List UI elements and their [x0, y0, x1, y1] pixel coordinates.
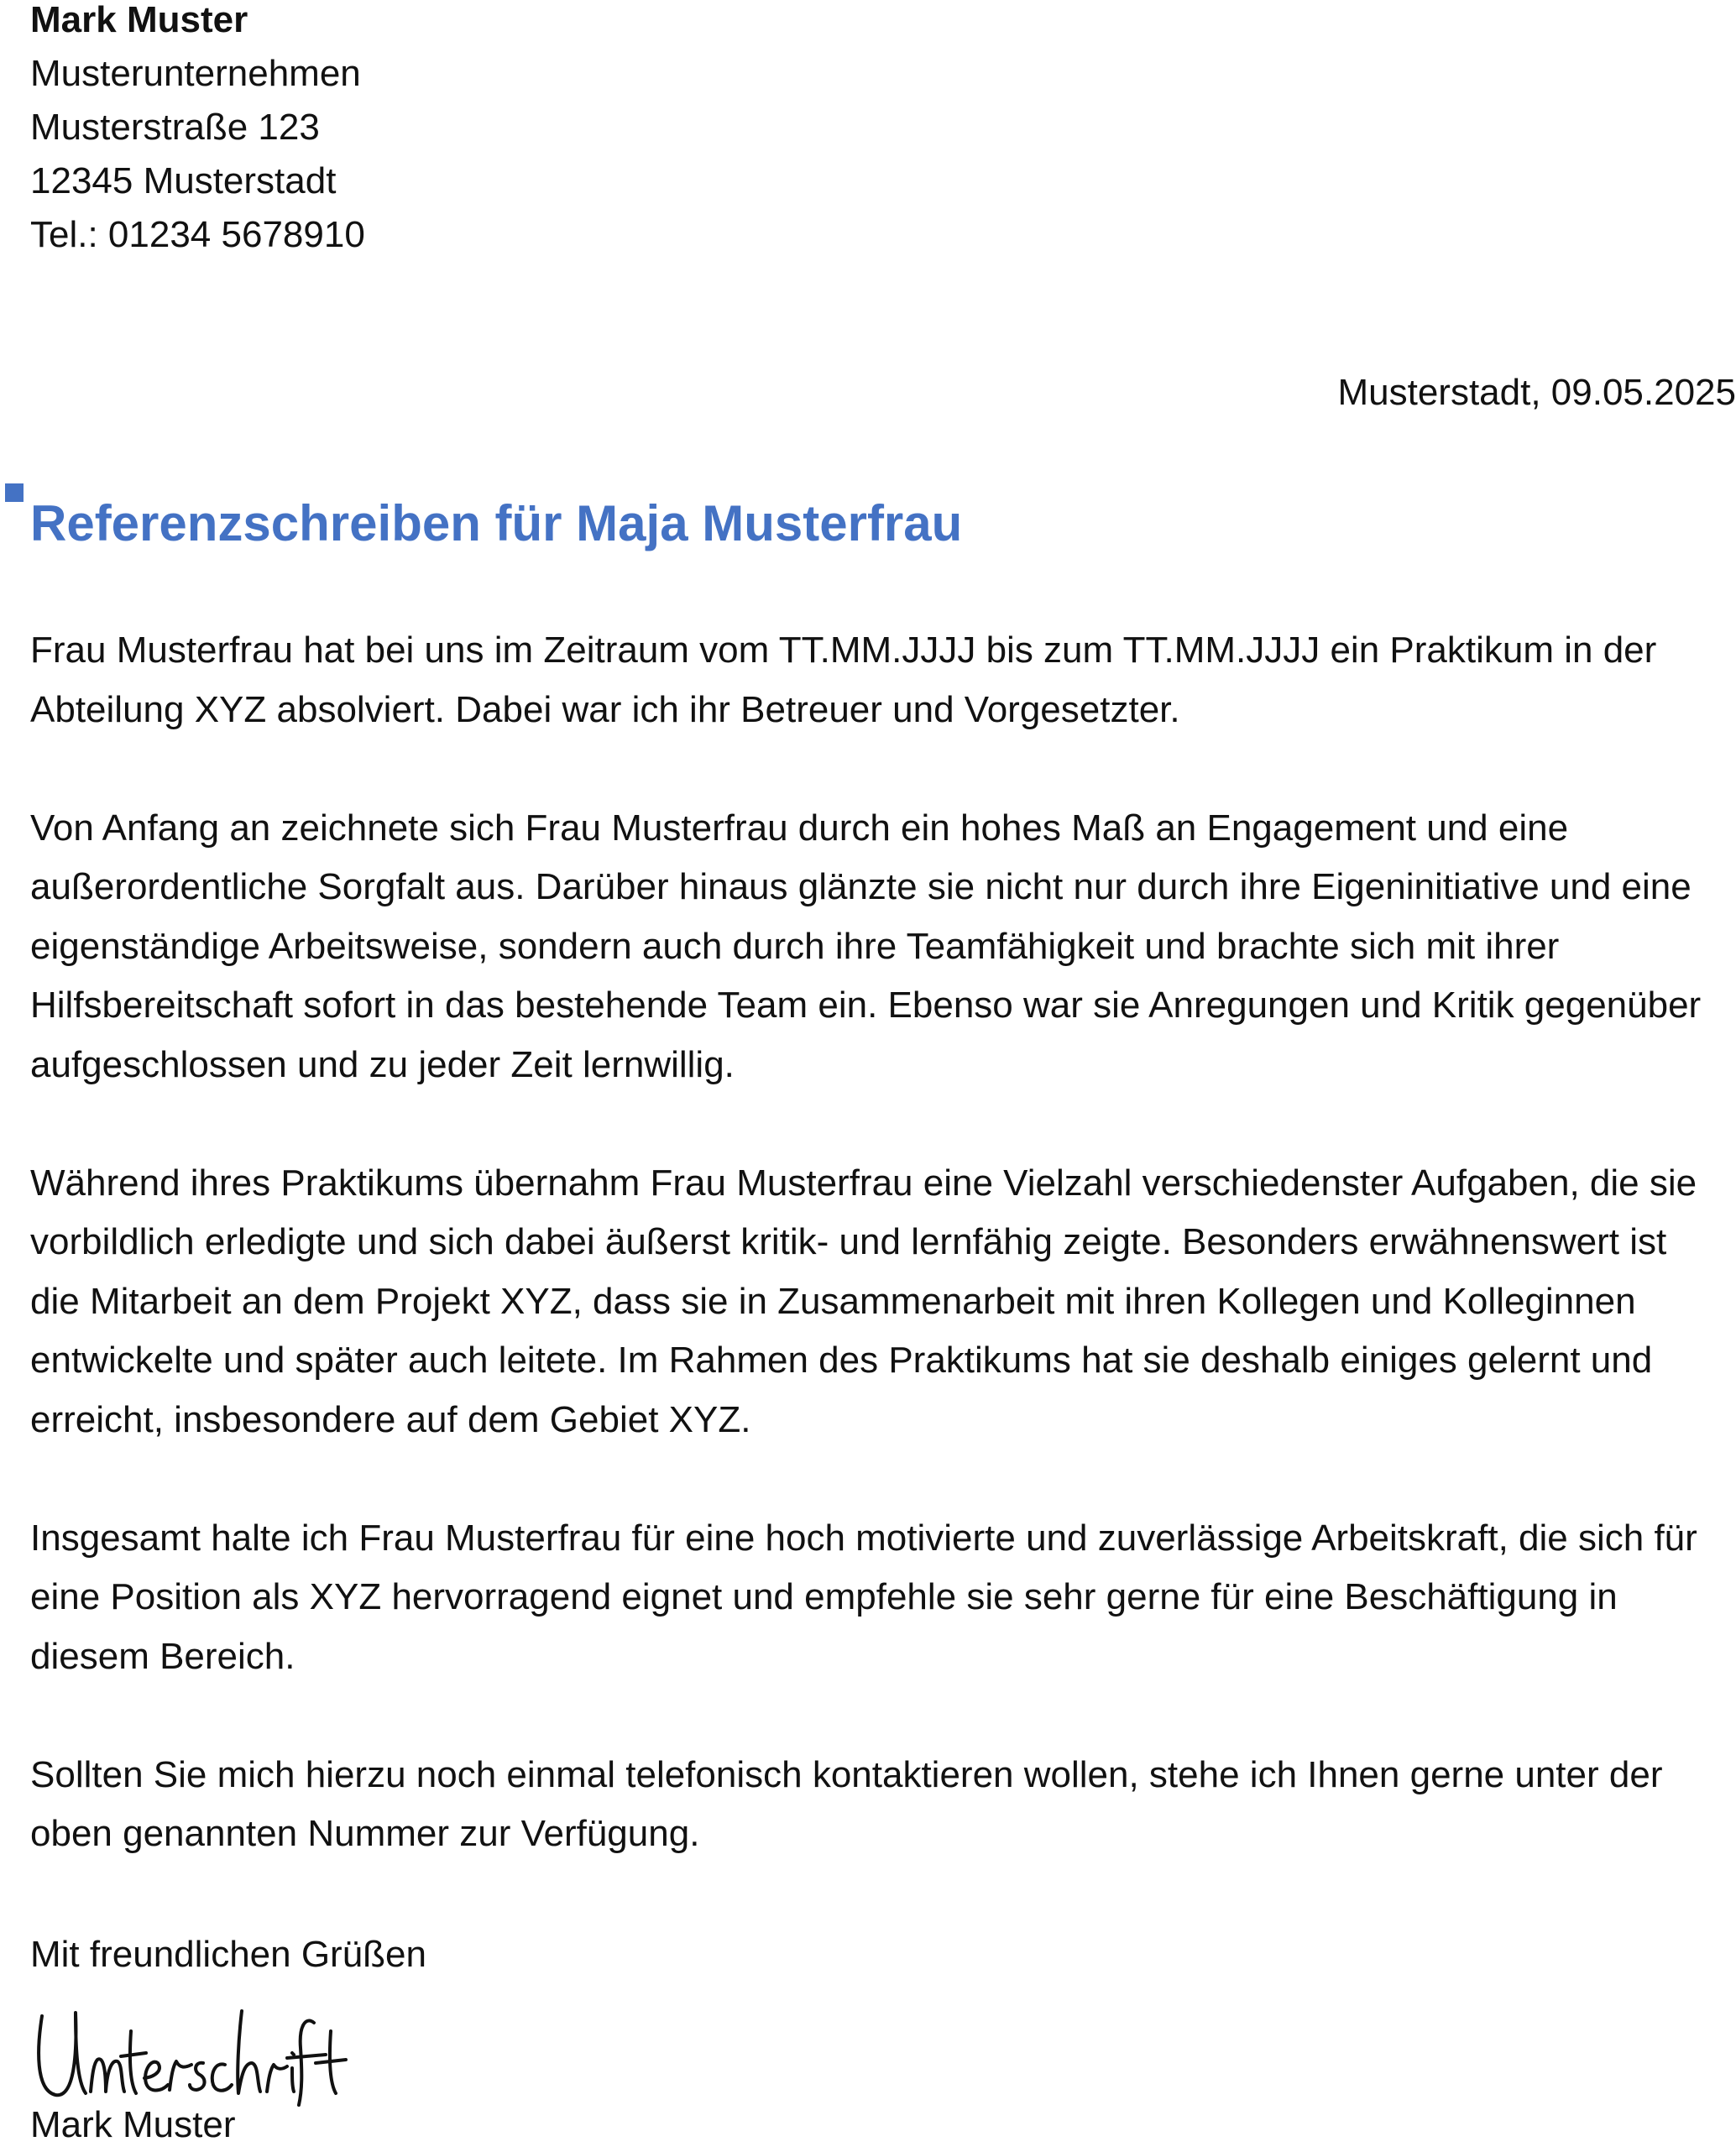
letter-subject: Referenzschreiben für Maja Musterfrau [30, 495, 963, 551]
letter-body [30, 621, 1726, 1923]
signer-name: Mark Muster [30, 2104, 236, 2145]
body-paragraph: Frau Musterfrau hat bei uns im Zeitraum vom TT.MM.JJJJ bis zum TT.MM.JJJJ ein Praktikum in der Abteilung XYZ absolviert. Dabei war ich ihr Betreuer und Vorgesetzter. [30, 629, 1657, 730]
body-paragraph: Insgesamt halte ich Frau Musterfrau für eine hoch motivierte und zuverlässige Arbeitskraft, die sich für eine Position als XYZ hervorragend eignet und empfehle sie sehr gerne für eine Beschäftigung in diesem Bereich. [30, 1517, 1697, 1677]
heading-marker [5, 483, 24, 502]
sender-company: Musterunternehmen [30, 53, 361, 94]
sender-address-block [30, 0, 365, 262]
body-paragraph: Sollten Sie mich hierzu noch einmal telefonisch kontaktieren wollen, stehe ich Ihnen gerne unter der oben genannten Nummer zur Verfügung. [30, 1753, 1663, 1854]
letter-date: Musterstadt, 09.05.2025 [1337, 372, 1736, 413]
closing-salutation: Mit freundlichen Grüßen [30, 1934, 426, 1975]
sender-city: 12345 Musterstadt [30, 160, 337, 201]
sender-street: Musterstraße 123 [30, 107, 320, 148]
sender-phone: Tel.: 01234 5678910 [30, 214, 365, 255]
sender-name: Mark Muster [30, 0, 248, 40]
handwritten-signature [30, 1998, 349, 2115]
body-paragraph: Von Anfang an zeichnete sich Frau Musterfrau durch ein hohes Maß an Engagement und eine außerordentliche Sorgfalt aus. Darüber hinaus glänzte sie nicht nur durch ihre Eigeninitiative und eine eigenständige Arbeitsweise, sondern auch durch ihre Teamfähigkeit und brachte sich mit ihrer Hilfsbereitschaft sofort in das bestehende Team ein. Ebenso war sie Anregungen und Kritik gegenüber aufgeschlossen und zu jeder Zeit lernwillig. [30, 807, 1702, 1085]
body-paragraph: Während ihres Praktikums übernahm Frau Musterfrau eine Vielzahl verschiedenster Aufgaben, die sie vorbildlich erledigte und sich dabei äußerst kritik- und lernfähig zeigte. Besonders erwähnenswert ist die Mitarbeit an dem Projekt XYZ, dass sie in Zusammenarbeit mit ihren Kollegen und Kolleginnen entwickelte und später auch leitete. Im Rahmen des Praktikums hat sie deshalb einiges gelernt und erreicht, insbesondere auf dem Gebiet XYZ. [30, 1162, 1697, 1440]
